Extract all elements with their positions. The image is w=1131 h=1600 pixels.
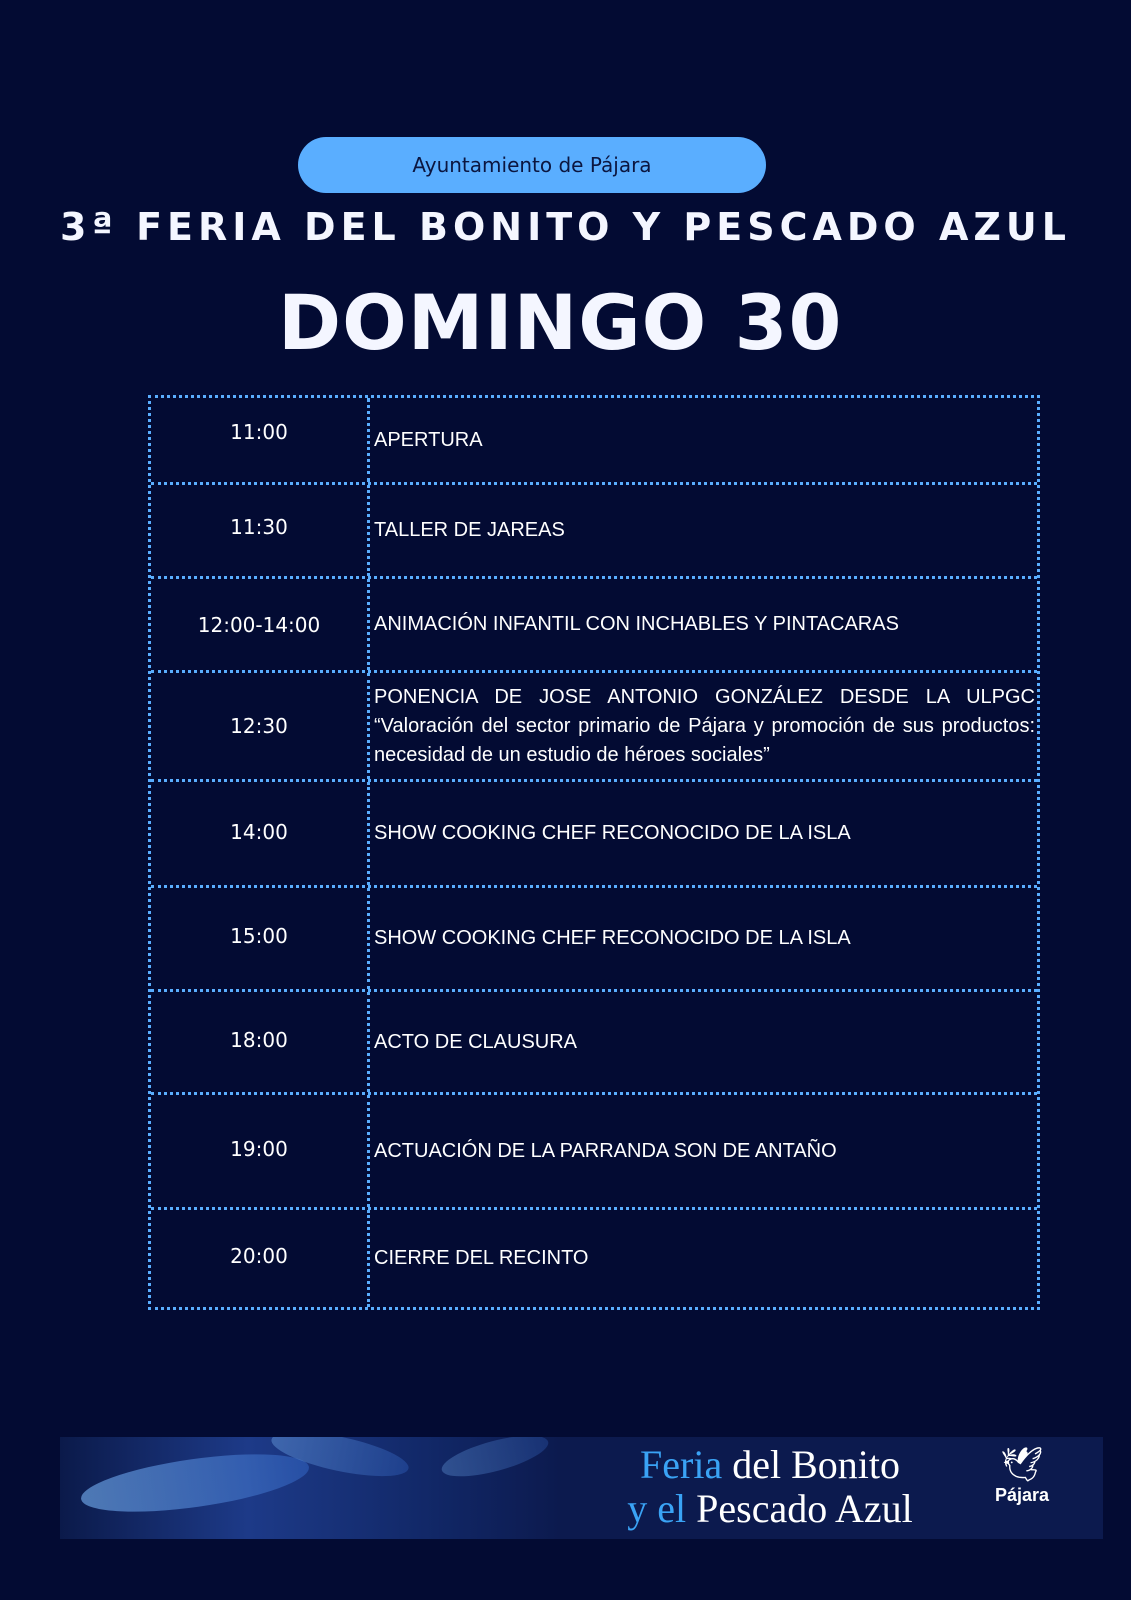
organizer-label: Ayuntamiento de Pájara xyxy=(412,153,652,177)
schedule-row xyxy=(151,576,1037,670)
schedule-event: ANIMACIÓN INFANTIL CON INCHABLES Y PINTACARAS xyxy=(374,613,899,635)
day-heading: DOMINGO 30 xyxy=(278,278,843,367)
schedule-time: 15:00 xyxy=(151,888,370,989)
banner-accent-word: Feria xyxy=(640,1442,723,1487)
schedule-row xyxy=(151,989,1037,1092)
schedule-time: 19:00 xyxy=(151,1095,370,1207)
fish-illustration xyxy=(78,1443,312,1523)
schedule-table xyxy=(148,395,1040,1310)
schedule-row xyxy=(151,1207,1037,1307)
schedule-row xyxy=(151,482,1037,576)
logo-text: Pájara xyxy=(994,1485,1050,1505)
schedule-time: 18:00 xyxy=(151,992,370,1092)
schedule-time: 12:30 xyxy=(151,673,370,779)
schedule-event: CIERRE DEL RECINTO xyxy=(374,1247,589,1269)
organizer-badge xyxy=(298,137,766,193)
schedule-time: 11:30 xyxy=(151,485,370,576)
event-title: 3ª FERIA DEL BONITO Y PESCADO AZUL xyxy=(60,205,1071,249)
banner-title-line2 xyxy=(560,1487,980,1531)
schedule-time: 14:00 xyxy=(151,782,370,885)
schedule-row xyxy=(151,398,1037,482)
schedule-event: SHOW COOKING CHEF RECONOCIDO DE LA ISLA xyxy=(374,927,851,949)
schedule-event: SHOW COOKING CHEF RECONOCIDO DE LA ISLA xyxy=(374,822,851,844)
schedule-event: APERTURA xyxy=(374,428,483,451)
schedule-row xyxy=(151,779,1037,885)
banner-rest-words: del Bonito xyxy=(722,1442,900,1487)
schedule-event: TALLER DE JAREAS xyxy=(374,519,565,541)
schedule-row xyxy=(151,1092,1037,1207)
schedule-time: 20:00 xyxy=(151,1210,370,1307)
schedule-row xyxy=(151,670,1037,779)
schedule-time: 11:00 xyxy=(151,398,370,482)
banner-accent-word: y el xyxy=(627,1486,687,1531)
schedule-time: 12:00-14:00 xyxy=(151,579,370,670)
bird-icon: 🕊 xyxy=(1000,1445,1044,1485)
schedule-row xyxy=(151,885,1037,989)
banner-title-line1 xyxy=(560,1443,980,1487)
pajara-logo xyxy=(977,1445,1067,1531)
schedule-event: ACTUACIÓN DE LA PARRANDA SON DE ANTAÑO xyxy=(374,1139,837,1162)
banner-title xyxy=(560,1443,980,1531)
banner-rest-words: Pescado Azul xyxy=(686,1486,913,1531)
schedule-event: ACTO DE CLAUSURA xyxy=(374,1030,578,1053)
footer-banner xyxy=(60,1437,1103,1539)
fish-illustration xyxy=(438,1437,552,1485)
schedule-event: PONENCIA DE JOSE ANTONIO GONZÁLEZ DESDE LA ULPGC “Valoración del sector primario de Pájara y promoción de sus productos: necesidad de un estudio de héroes sociales” xyxy=(374,685,1035,766)
